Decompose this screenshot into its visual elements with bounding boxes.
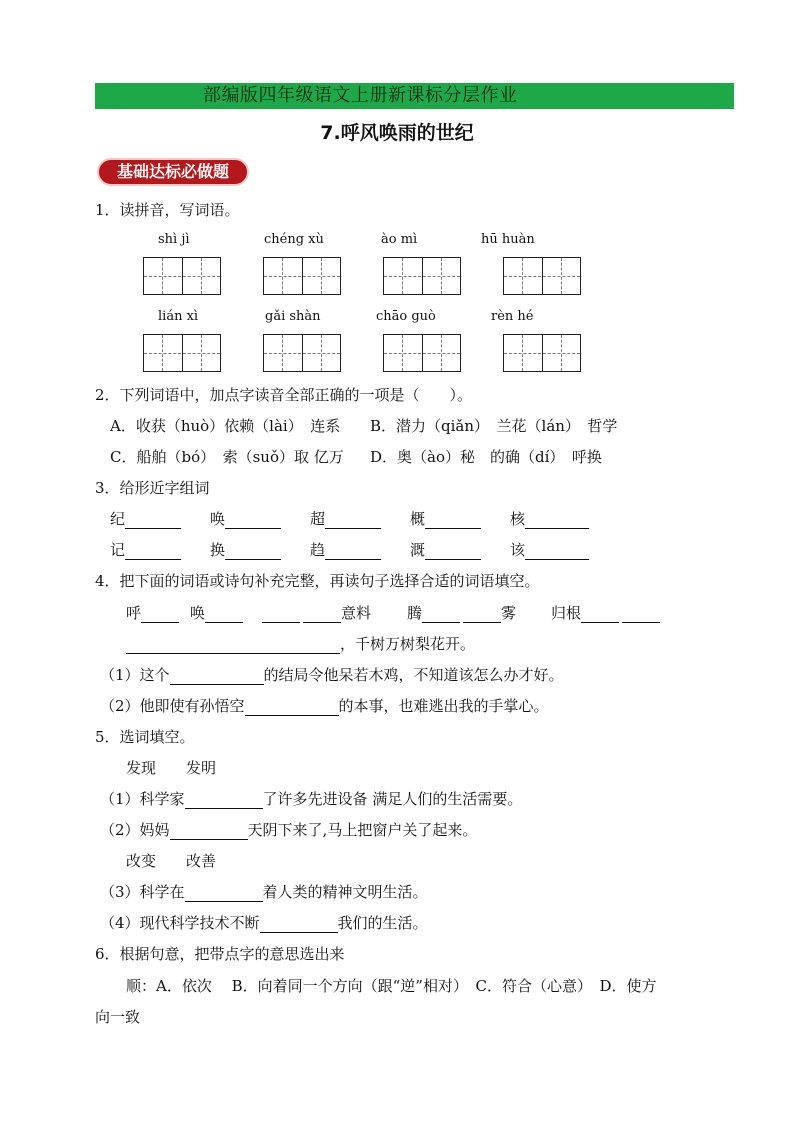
q4-sentence-1: （1）这个 的结局令他呆若木鸡，不知道该怎么办才好。 xyxy=(100,666,564,684)
q3-item: 唤 xyxy=(210,509,281,529)
writing-grid[interactable] xyxy=(503,334,581,372)
writing-grid[interactable] xyxy=(503,257,581,295)
banner-title: 部编版四年级语文上册新课标分层作业 xyxy=(203,85,518,106)
q6-options: 顺：A．依次 B．向着同一个方向（跟“逆”相对） C．符合（心意） D．使方 xyxy=(126,977,657,995)
q3-item: 换 xyxy=(210,540,281,560)
q4-idiom: 腾 雾 xyxy=(407,604,517,622)
q3-item: 核 xyxy=(510,509,589,529)
lesson-title: 7.呼风唤雨的世纪 xyxy=(320,122,474,144)
q2-option-a: A．收获（huò）依赖（lài） 连系 xyxy=(110,417,341,435)
q4-idiom: 唤 xyxy=(190,603,243,623)
q5-word-pair: 改变 改善 xyxy=(126,852,217,870)
pinyin-label: gǎi shàn xyxy=(265,309,321,324)
q3-item: 记 xyxy=(110,540,181,560)
pinyin-label: chéng xù xyxy=(264,232,324,247)
q5-word-pair: 发现 发明 xyxy=(126,759,217,777)
q3-item: 纪 xyxy=(110,509,181,529)
q4-sentence-2: （2）他即使有孙悟空 的本事，也难逃出我的手掌心。 xyxy=(100,697,549,715)
q5-sentence-1: （1）科学家 了许多先进设备 满足人们的生活需要。 xyxy=(100,790,523,808)
q4-poem: ，千树万树梨花开。 xyxy=(126,634,475,654)
q5-stem: 5．选词填空。 xyxy=(95,728,195,746)
section-pill: 基础达标必做题 xyxy=(97,158,249,186)
q4-idiom: 意料 xyxy=(262,603,371,623)
writing-grid[interactable] xyxy=(263,257,341,295)
q2-option-b: B．潜力（qiǎn） 兰花（lán） 哲学 xyxy=(370,417,618,435)
q1-stem: 1．读拼音，写词语。 xyxy=(95,201,240,219)
q4-stem: 4．把下面的词语或诗句补充完整，再读句子选择合适的词语填空。 xyxy=(95,572,540,590)
writing-grid[interactable] xyxy=(383,257,461,295)
pinyin-label: hū huàn xyxy=(481,232,535,247)
q3-item: 该 xyxy=(510,540,589,560)
pinyin-label: ào mì xyxy=(381,232,418,247)
q6-stem: 6．根据句意，把带点字的意思选出来 xyxy=(95,945,345,963)
pinyin-label: chāo guò xyxy=(376,309,436,324)
writing-grid[interactable] xyxy=(263,334,341,372)
q3-item: 溉 xyxy=(410,540,481,560)
q5-sentence-4: （4）现代科学技术不断 我们的生活。 xyxy=(100,914,428,932)
q5-sentence-2: （2）妈妈 天阴下来了,马上把窗户关了起来。 xyxy=(100,821,478,839)
q4-idiom: 归根 xyxy=(551,603,660,623)
pinyin-label: shì jì xyxy=(158,232,190,247)
writing-grid[interactable] xyxy=(143,257,221,295)
q2-stem: 2．下列词语中，加点字读音全部正确的一项是（ ）。 xyxy=(95,386,473,404)
q5-sentence-3: （3）科学在 着人类的精神文明生活。 xyxy=(100,883,428,901)
q3-item: 趋 xyxy=(310,540,381,560)
q2-option-c: C．船舶（bó） 索（suǒ）取 亿万 xyxy=(110,448,344,466)
writing-grid[interactable] xyxy=(383,334,461,372)
q4-idiom: 呼 xyxy=(126,603,179,623)
q6-options-cont: 向一致 xyxy=(95,1008,141,1026)
q3-item: 超 xyxy=(310,509,381,529)
q3-item: 概 xyxy=(410,509,481,529)
pinyin-label: lián xì xyxy=(158,309,199,324)
q2-option-d: D．奥（ào）秘 的确（dí） 呼换 xyxy=(370,448,602,466)
writing-grid[interactable] xyxy=(143,334,221,372)
pinyin-label: rèn hé xyxy=(491,309,534,324)
q3-stem: 3．给形近字组词 xyxy=(95,479,210,497)
